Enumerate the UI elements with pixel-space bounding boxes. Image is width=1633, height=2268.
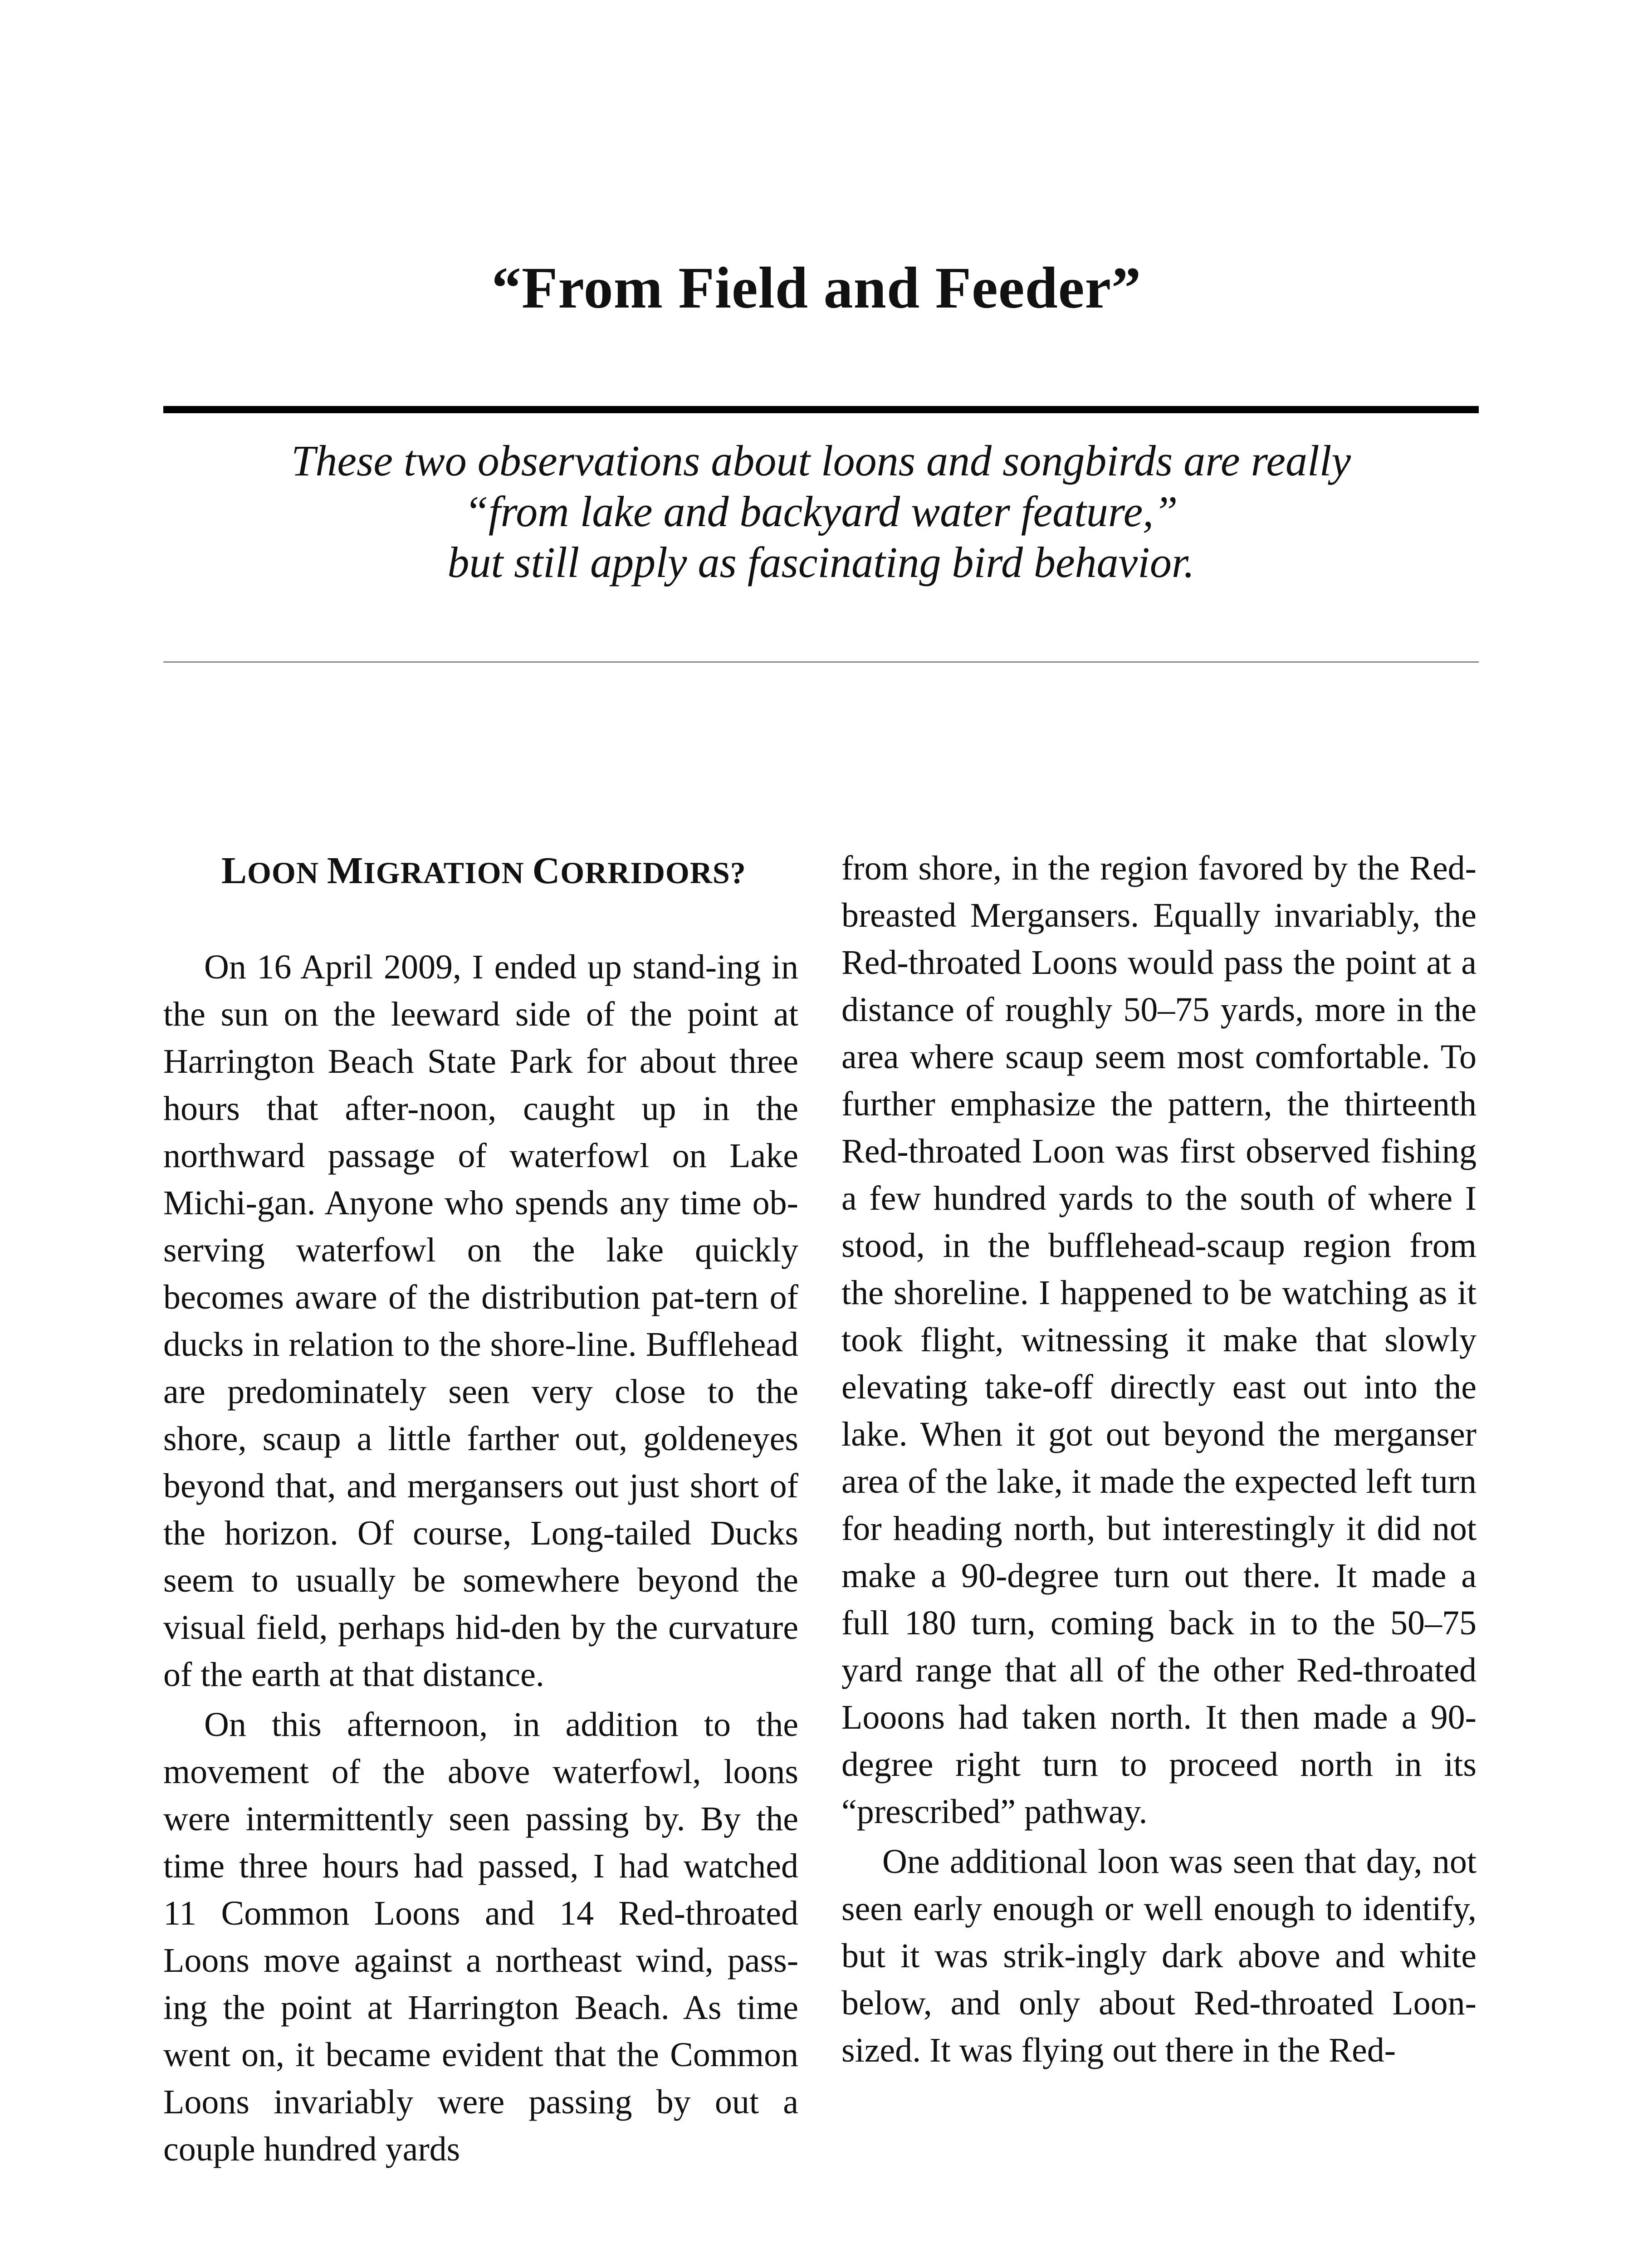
subtitle-line-2: “from lake and backyard water feature,”	[464, 487, 1178, 536]
subtitle	[163, 435, 1479, 588]
left-column	[163, 847, 798, 2173]
section-heading-initial-3: C	[532, 850, 561, 892]
section-heading-rest-1: OON	[247, 855, 327, 890]
section-heading-initial-2: M	[327, 850, 364, 892]
page-title: “From Field and Feeder”	[491, 255, 1142, 321]
left-paragraph-1: On 16 April 2009, I ended up stand-ing in the sun on the leeward side of the point at Harrington Beach State Park for about three hours that after-noon, caught up in the northward passage of waterfowl on Lake Michi-gan. Anyone who spends any time ob-serving waterfowl on the lake quickly becomes aware of the distribution pat-tern of ducks in relation to the shore-line. Bufflehead are predominately seen very close to the shore, scaup a little farther out, goldeneyes beyond that, and mergansers out just short of the horizon. Of course, Long-tailed Ducks seem to usually be somewhere beyond the visual field, perhaps hid-den by the curvature of the earth at that distance.	[163, 948, 798, 1694]
section-heading-rest-2: IGRATION	[363, 855, 533, 890]
section-heading	[163, 847, 798, 896]
title-divider-thick	[163, 406, 1479, 413]
subtitle-line-3: but still apply as fascinating bird behavior.	[447, 538, 1195, 587]
right-paragraph-1: from shore, in the region favored by the Red-breasted Mergansers. Equally invariably, the Red-throated Loons would pass the point at a distance of roughly 50–75 yards, more in the area where scaup seem most comfortable. To further emphasize the pattern, the thirteenth Red-throated Loon was first observed fishing a few hundred yards to the south of where I stood, in the bufflehead-scaup region from the shoreline. I happened to be watching as it took flight, witnessing it make that slowly elevating take-off directly east out into the lake. When it got out beyond the merganser area of the lake, it made the expected left turn for heading north, but interestingly it did not make a 90-degree turn out there. It made a full 180 turn, coming back in to the 50–75 yard range that all of the other Red-throated Looons had taken north. It then made a 90-degree right turn to proceed north in its “prescribed” pathway.	[841, 849, 1477, 1831]
section-heading-initial-1: L	[221, 850, 248, 892]
subtitle-line-1: These two observations about loons and songbirds are really	[291, 436, 1351, 485]
right-column	[841, 845, 1477, 2074]
section-heading-rest-3: ORRIDORS?	[560, 855, 746, 890]
left-paragraph-2: On this afternoon, in addition to the movement of the above waterfowl, loons were intermittently seen passing by. By the time three hours had passed, I had watched 11 Common Loons and 14 Red-throated Loons move against a northeast wind, pass-ing the point at Harrington Beach. As time went on, it became evident that the Common Loons invariably were passing by out a couple hundred yards	[163, 1706, 798, 2168]
subtitle-divider-thin	[163, 661, 1479, 663]
right-paragraph-2: One additional loon was seen that day, not seen early enough or well enough to identify, but it was strik-ingly dark above and white below, and only about Red-throated Loon-sized. It was flying out there in the Red-	[841, 1843, 1477, 2069]
